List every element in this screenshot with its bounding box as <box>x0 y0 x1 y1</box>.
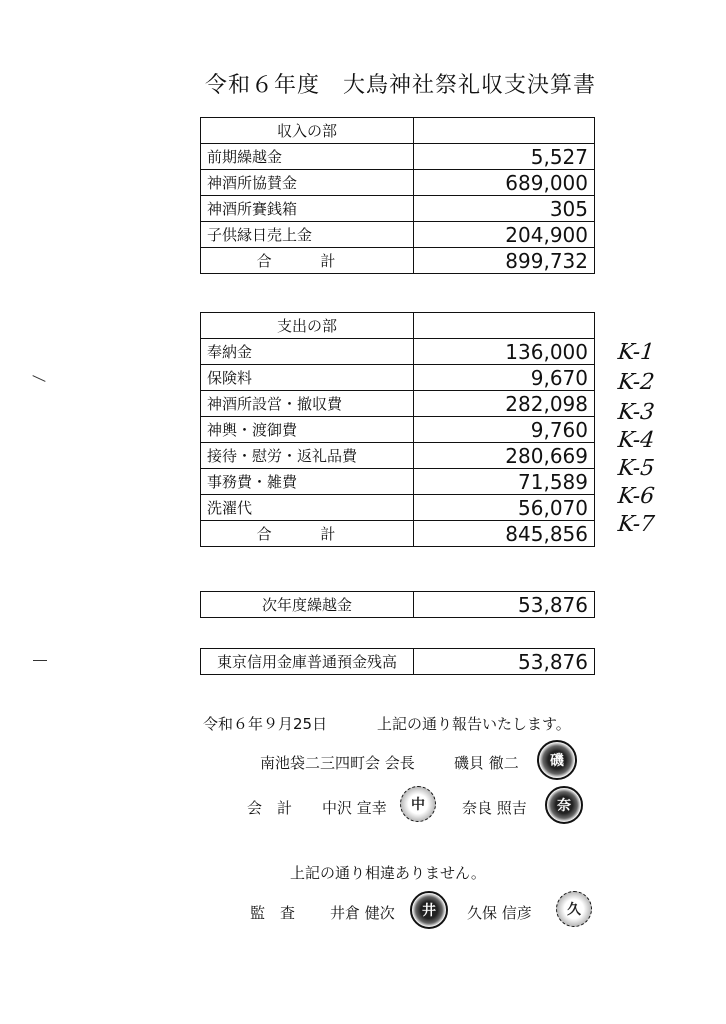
bank-label: 東京信用金庫普通預金残高 <box>201 649 414 675</box>
bank-balance-table <box>200 648 595 675</box>
expense-value: 56,070 <box>414 495 595 521</box>
accountant-seal: 中 <box>400 786 436 822</box>
accounting-title: 会 計 <box>247 799 293 817</box>
table-row <box>201 495 595 521</box>
expense-label: 接待・慰労・返礼品費 <box>201 443 414 469</box>
income-value: 305 <box>414 196 595 222</box>
expense-header: 支出の部 <box>201 313 414 339</box>
expense-value: 282,098 <box>414 391 595 417</box>
income-header: 収入の部 <box>201 118 414 144</box>
expense-value: 9,760 <box>414 417 595 443</box>
table-row <box>201 469 595 495</box>
scan-mark <box>33 660 47 661</box>
handwritten-note: K-7 <box>616 512 656 537</box>
expense-value: 136,000 <box>414 339 595 365</box>
handwritten-note: K-1 <box>616 340 656 365</box>
expense-label: 神酒所設営・撤収費 <box>201 391 414 417</box>
table-row <box>201 417 595 443</box>
expense-label: 奉納金 <box>201 339 414 365</box>
table-row <box>201 118 595 144</box>
table-row <box>201 443 595 469</box>
carryover-table <box>200 591 595 618</box>
table-row <box>201 339 595 365</box>
chair-seal: 磯 <box>537 740 577 780</box>
expense-label: 保険料 <box>201 365 414 391</box>
auditor-title: 監 査 <box>250 904 296 922</box>
report-statement: 上記の通り報告いたします。 <box>377 715 571 733</box>
audit-statement: 上記の通り相違ありません。 <box>290 864 486 882</box>
table-row <box>201 196 595 222</box>
expense-label: 事務費・雑費 <box>201 469 414 495</box>
table-row <box>201 649 595 675</box>
expense-table <box>200 312 595 547</box>
handwritten-note: K-4 <box>616 428 656 453</box>
table-row <box>201 521 595 547</box>
report-date: 令和６年９月25日 <box>203 715 328 733</box>
auditor-name: 井倉 健次 <box>330 904 395 922</box>
income-table <box>200 117 595 274</box>
table-row <box>201 391 595 417</box>
table-row <box>201 365 595 391</box>
income-label: 神酒所協賛金 <box>201 170 414 196</box>
table-row <box>201 144 595 170</box>
expense-value: 280,669 <box>414 443 595 469</box>
income-total-label: 合 計 <box>201 248 414 274</box>
accountant-seal: 奈 <box>545 786 583 824</box>
expense-value: 9,670 <box>414 365 595 391</box>
table-row <box>201 248 595 274</box>
expense-label: 洗濯代 <box>201 495 414 521</box>
chair-org: 南池袋二三四町会 会長 <box>260 754 415 772</box>
handwritten-note: K-6 <box>616 484 656 509</box>
expense-total-label: 合 計 <box>201 521 414 547</box>
handwritten-note: K-2 <box>616 370 656 395</box>
accountant-name: 奈良 照吉 <box>462 799 527 817</box>
income-total-value: 899,732 <box>414 248 595 274</box>
expense-label: 神輿・渡御費 <box>201 417 414 443</box>
income-label: 前期繰越金 <box>201 144 414 170</box>
income-label: 子供縁日売上金 <box>201 222 414 248</box>
income-value: 689,000 <box>414 170 595 196</box>
auditor-seal: 井 <box>410 891 448 929</box>
carryover-label: 次年度繰越金 <box>201 592 414 618</box>
handwritten-note: K-5 <box>616 456 656 481</box>
carryover-value: 53,876 <box>414 592 595 618</box>
bank-value: 53,876 <box>414 649 595 675</box>
income-value: 5,527 <box>414 144 595 170</box>
document-title: 令和６年度 大鳥神社祭礼収支決算書 <box>205 73 597 98</box>
table-row <box>201 313 595 339</box>
expense-value: 71,589 <box>414 469 595 495</box>
table-row <box>201 170 595 196</box>
table-row <box>201 222 595 248</box>
auditor-name: 久保 信彦 <box>467 904 532 922</box>
scan-mark <box>32 375 45 382</box>
accountant-name: 中沢 宣幸 <box>322 799 387 817</box>
auditor-seal: 久 <box>556 891 592 927</box>
table-row <box>201 592 595 618</box>
expense-total-value: 845,856 <box>414 521 595 547</box>
handwritten-note: K-3 <box>616 400 656 425</box>
income-label: 神酒所賽銭箱 <box>201 196 414 222</box>
income-value: 204,900 <box>414 222 595 248</box>
chair-name: 磯貝 徹二 <box>454 754 519 772</box>
